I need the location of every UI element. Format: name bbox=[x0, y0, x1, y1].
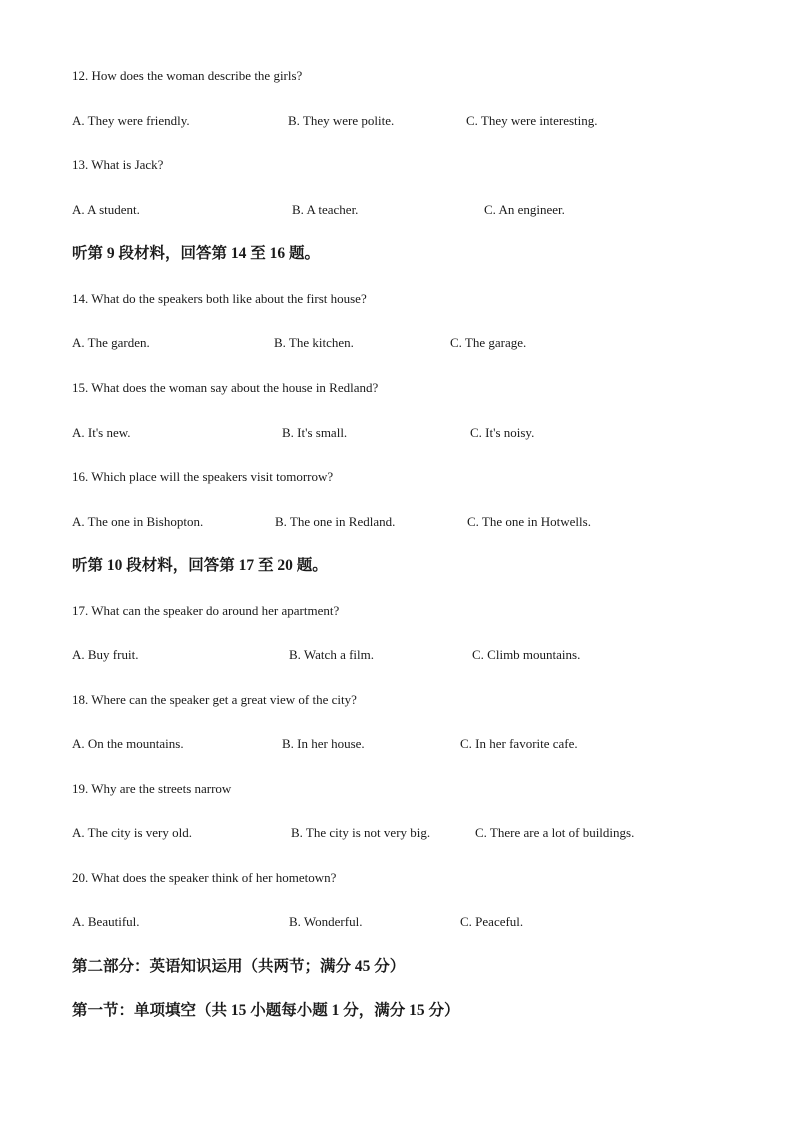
part-two-heading: 第二部分：英语知识运用（共两节；满分 45 分） bbox=[72, 958, 406, 975]
option-20a: A. Beautiful. bbox=[72, 914, 140, 929]
option-16a: A. The one in Bishopton. bbox=[72, 514, 204, 529]
option-17b: B. Watch a film. bbox=[289, 647, 375, 662]
option-19b: B. The city is not very big. bbox=[291, 825, 431, 840]
option-12b: B. They were polite. bbox=[288, 113, 395, 128]
option-12c: C. They were interesting. bbox=[466, 113, 598, 128]
section-heading-10: 听第 10 段材料，回答第 17 至 20 题。 bbox=[72, 557, 328, 574]
option-17a: A. Buy fruit. bbox=[72, 647, 139, 662]
option-18b: B. In her house. bbox=[282, 736, 365, 751]
option-14a: A. The garden. bbox=[72, 335, 150, 350]
question-17: 17. What can the speaker do around her apartment? bbox=[72, 603, 340, 618]
question-19: 19. Why are the streets narrow bbox=[72, 781, 232, 796]
question-14: 14. What do the speakers both like about the first house? bbox=[72, 291, 367, 306]
part-two-section-one-heading: 第一节：单项填空（共 15 小题每小题 1 分，满分 15 分） bbox=[72, 1002, 460, 1019]
option-18a: A. On the mountains. bbox=[72, 736, 184, 751]
option-20b: B. Wonderful. bbox=[289, 914, 363, 929]
option-13b: B. A teacher. bbox=[292, 202, 359, 217]
option-19c: C. There are a lot of buildings. bbox=[475, 825, 635, 840]
option-15a: A. It's new. bbox=[72, 425, 131, 440]
option-13a: A. A student. bbox=[72, 202, 140, 217]
option-17c: C. Climb mountains. bbox=[472, 647, 581, 662]
option-20c: C. Peaceful. bbox=[460, 914, 524, 929]
option-18c: C. In her favorite cafe. bbox=[460, 736, 578, 751]
option-16b: B. The one in Redland. bbox=[275, 514, 396, 529]
option-14c: C. The garage. bbox=[450, 335, 527, 350]
section-heading-9: 听第 9 段材料，回答第 14 至 16 题。 bbox=[72, 245, 321, 262]
question-16: 16. Which place will the speakers visit tomorrow? bbox=[72, 469, 334, 484]
option-15b: B. It's small. bbox=[282, 425, 348, 440]
option-19a: A. The city is very old. bbox=[72, 825, 192, 840]
question-13: 13. What is Jack? bbox=[72, 157, 164, 172]
question-20: 20. What does the speaker think of her hometown? bbox=[72, 870, 337, 885]
option-13c: C. An engineer. bbox=[484, 202, 565, 217]
question-15: 15. What does the woman say about the house in Redland? bbox=[72, 380, 379, 395]
option-15c: C. It's noisy. bbox=[470, 425, 535, 440]
option-12a: A. They were friendly. bbox=[72, 113, 190, 128]
option-14b: B. The kitchen. bbox=[274, 335, 354, 350]
option-16c: C. The one in Hotwells. bbox=[467, 514, 591, 529]
question-12: 12. How does the woman describe the girls? bbox=[72, 68, 303, 83]
question-18: 18. Where can the speaker get a great view of the city? bbox=[72, 692, 357, 707]
